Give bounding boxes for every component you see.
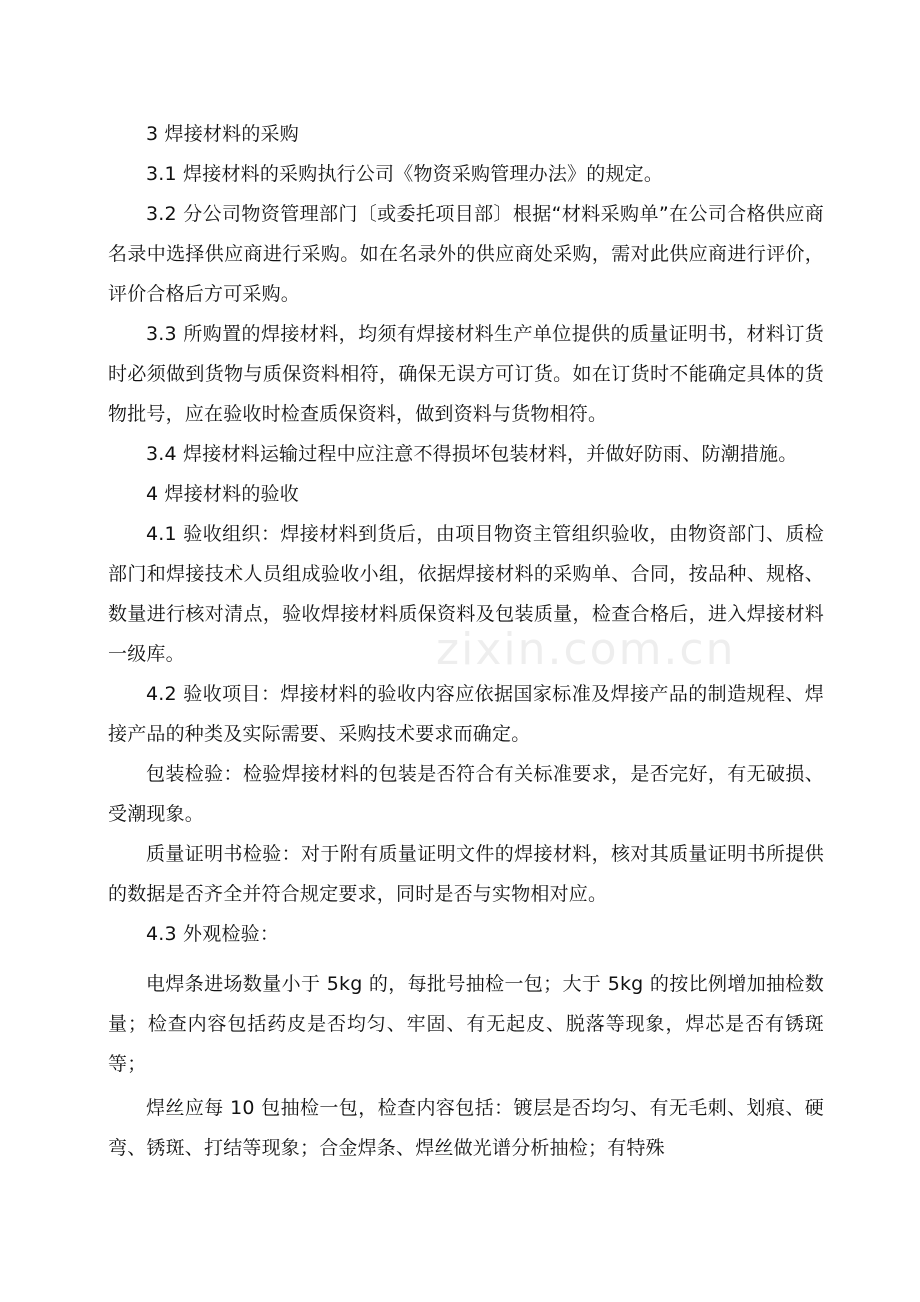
section-heading-4: 4 焊接材料的验收 [146, 483, 299, 505]
paragraph-3-3: 3.3 所购置的焊接材料，均须有焊接材料生产单位提供的质量证明书，材料订货时必须做到货物与质保资料相符，确保无误方可订货。如在订货时不能确定具体的货物批号，应在验收时检查质保资料，做到资料与货物相符。 [108, 323, 824, 425]
paragraph-4-1: 4.1 验收组织：焊接材料到货后，由项目物资主管组织验收，由物资部门、质检部门和焊接技术人员组成验收小组，依据焊接材料的采购单、合同，按品种、规格、数量进行核对清点，验收焊接材料质保资料及包装质量，检查合格后，进入焊接材料一级库。 [108, 523, 824, 665]
spacer [108, 954, 824, 964]
paragraph-electrode-inspection: 电焊条进场数量小于 5kg 的，每批号抽检一包；大于 5kg 的按比例增加抽检数量；检查内容包括药皮是否均匀、牢固、有无起皮、脱落等现象，焊芯是否有锈斑等； [108, 973, 824, 1075]
paragraph-wire-inspection: 焊丝应每 10 包抽检一包，检查内容包括：镀层是否均匀、有无毛刺、划痕、硬弯、锈斑、打结等现象；合金焊条、焊丝做光谱分析抽检；有特殊 [108, 1097, 824, 1159]
paragraph-3-2: 3.2 分公司物资管理部门〔或委托项目部〕根据“材料采购单”在公司合格供应商名录中选择供应商进行采购。如在名录外的供应商处采购，需对此供应商进行评价，评价合格后方可采购。 [108, 203, 824, 305]
section-heading-4-3: 4.3 外观检验： [146, 923, 280, 945]
paragraph-4-2: 4.2 验收项目：焊接材料的验收内容应依据国家标准及焊接产品的制造规程、焊接产品的种类及实际需要、采购技术要求而确定。 [108, 683, 824, 745]
watermark: zixin.com.cn [436, 624, 736, 675]
paragraph-3-4: 3.4 焊接材料运输过程中应注意不得损坏包装材料，并做好防雨、防潮措施。 [146, 443, 798, 465]
paragraph-packaging-inspection: 包装检验：检验焊接材料的包装是否符合有关标准要求，是否完好，有无破损、受潮现象。 [108, 763, 824, 825]
paragraph-certificate-inspection: 质量证明书检验：对于附有质量证明文件的焊接材料，核对其质量证明书所提供的数据是否齐全并符合规定要求，同时是否与实物相对应。 [108, 843, 824, 905]
document-body [108, 114, 824, 1168]
paragraph-3-1: 3.1 焊接材料的采购执行公司《物资采购管理办法》的规定。 [146, 163, 664, 185]
section-heading-3: 3 焊接材料的采购 [146, 123, 299, 145]
